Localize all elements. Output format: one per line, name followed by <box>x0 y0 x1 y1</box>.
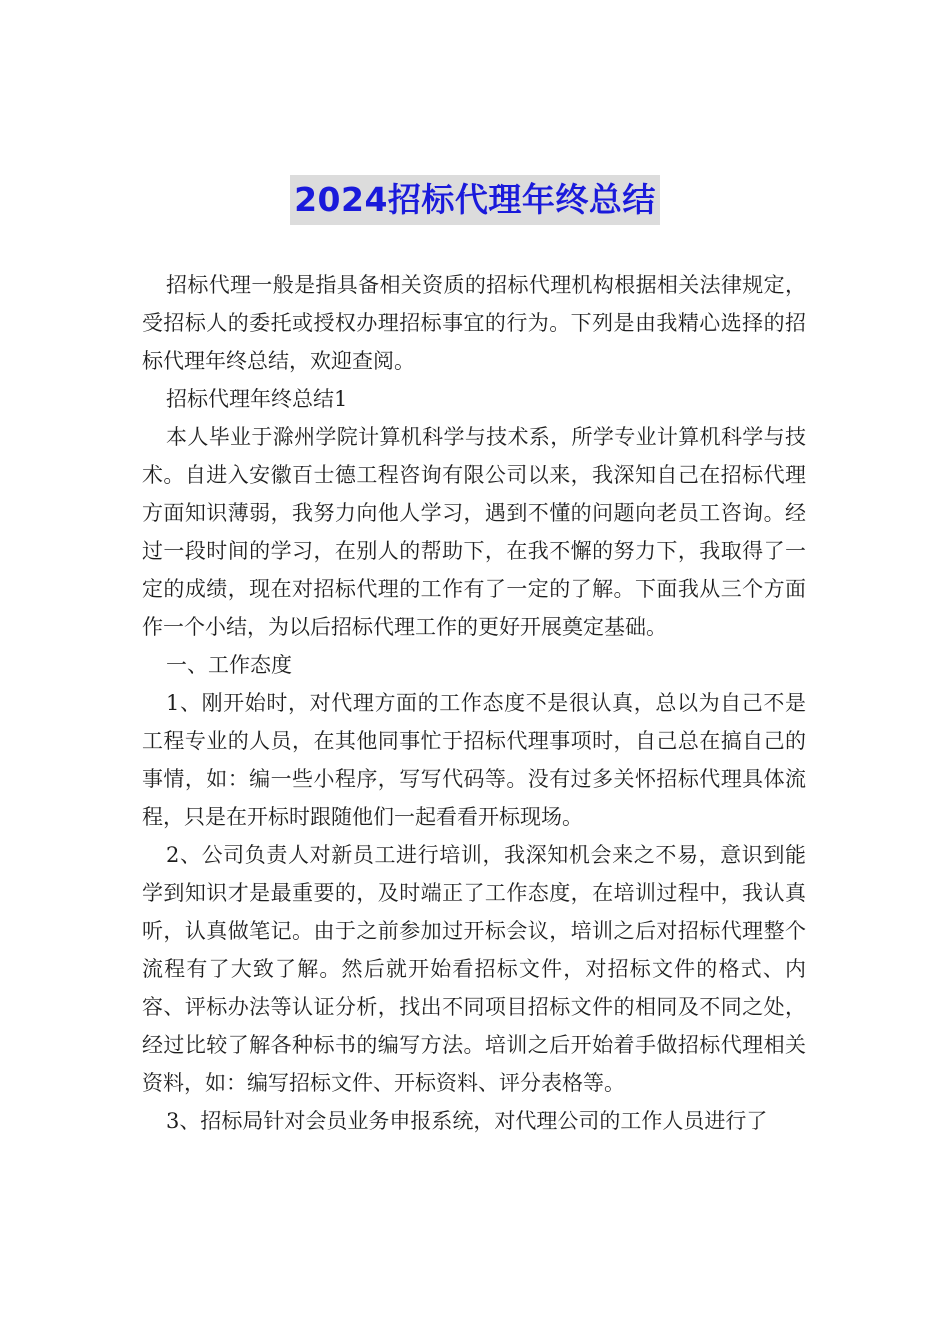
body-paragraph: 1、刚开始时，对代理方面的工作态度不是很认真，总以为自己不是工程专业的人员，在其他同事忙于招标代理事项时，自己总在搞自己的事情，如：编一些小程序，写写代码等。没有过多关怀招标代理具体流程，只是在开标时跟随他们一起看看开标现场。 <box>142 691 806 829</box>
body-paragraph: 3、招标局针对会员业务申报系统，对代理公司的工作人员进行了 <box>166 1109 768 1133</box>
body-paragraph: 2、公司负责人对新员工进行培训，我深知机会来之不易，意识到能学到知识才是最重要的，及时端正了工作态度，在培训过程中，我认真听，认真做笔记。由于之前参加过开标会议，培训之后对招标代理整个流程有了大致了解。然后就开始看招标文件，对招标文件的格式、内容、评标办法等认证分析，找出不同项目招标文件的相同及不同之处，经过比较了解各种标书的编写方法。培训之后开始着手做招标代理相关资料，如：编写招标文件、开标资料、评分表格等。 <box>142 843 806 1095</box>
intro-paragraph: 招标代理一般是指具备相关资质的招标代理机构根据相关法律规定，受招标人的委托或授权办理招标事宜的行为。下列是由我精心选择的招标代理年终总结，欢迎查阅。 <box>142 273 806 373</box>
subsection-heading: 一、工作态度 <box>166 653 292 677</box>
body-paragraph: 本人毕业于滁州学院计算机科学与技术系，所学专业计算机科学与技术。自进入安徽百士德工程咨询有限公司以来，我深知自己在招标代理方面知识薄弱，我努力向他人学习，遇到不懂的问题向老员工咨询。经过一段时间的学习，在别人的帮助下，在我不懈的努力下，我取得了一定的成绩，现在对招标代理的工作有了一定的了解。下面我从三个方面作一个小结，为以后招标代理工作的更好开展奠定基础。 <box>142 425 806 639</box>
title-container <box>0 175 950 225</box>
document-body <box>142 266 806 1140</box>
document-title: 2024招标代理年终总结 <box>290 175 660 225</box>
section-heading: 招标代理年终总结1 <box>166 387 348 411</box>
